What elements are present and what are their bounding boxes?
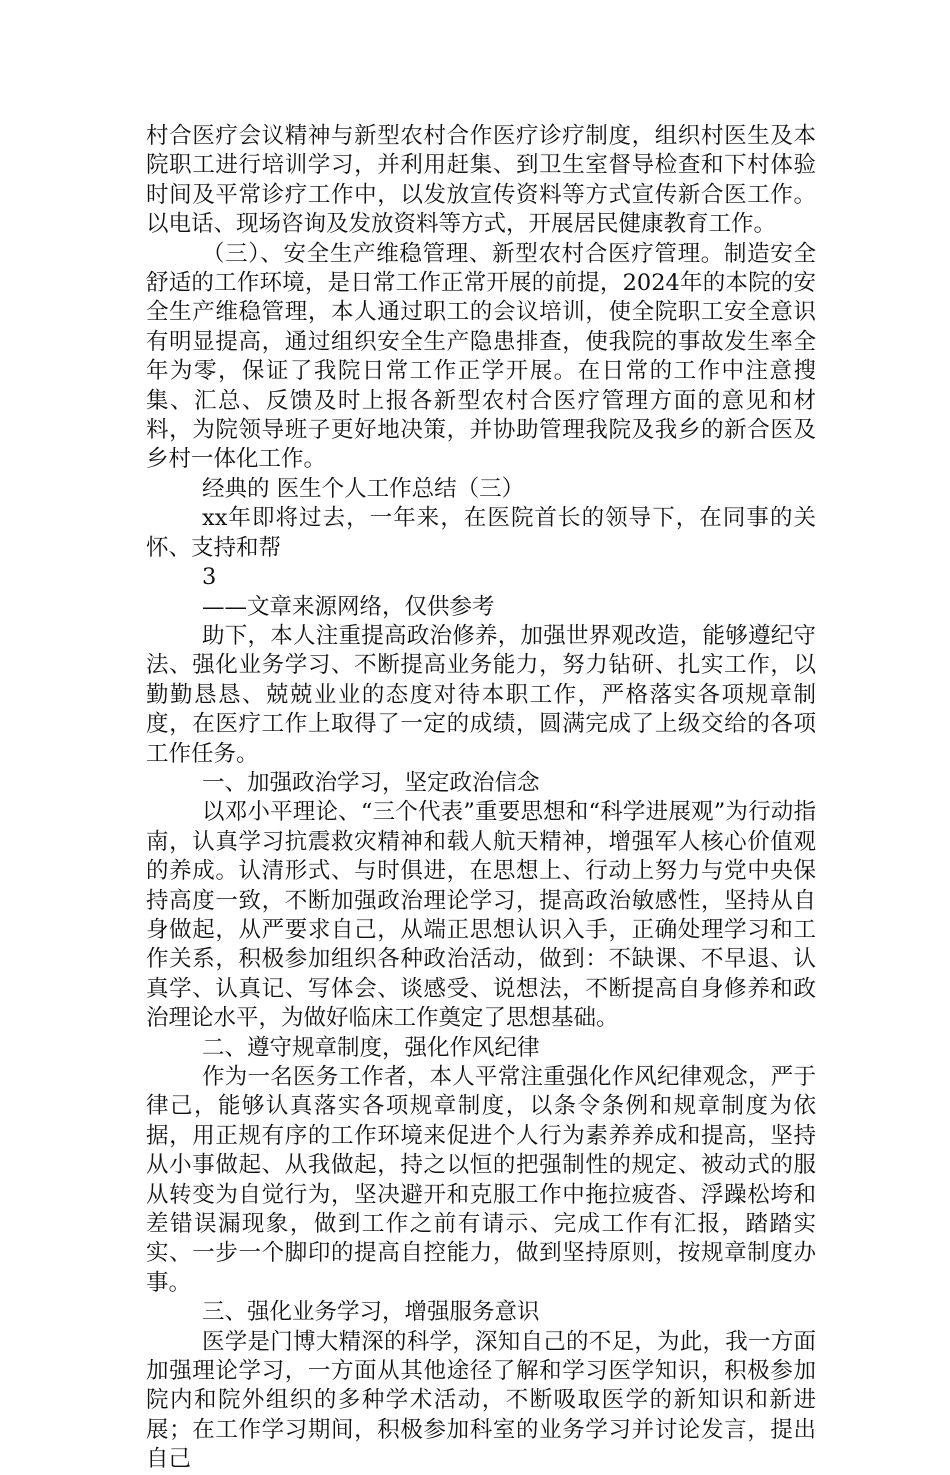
heading-business-study: 三、强化业务学习，增强服务意识 (202, 1299, 540, 1326)
heading-rules-discipline: 二、遵守规章制度，强化作风纪律 (202, 1034, 540, 1061)
paragraph-safety-management: （三）、安全生产维稳管理、新型农村合医疗管理。制造安全舒适的工作环境，是日常工作正常开展的前提，2024年的本院的安全生产维稳管理，本人通过职工的会议培训，使全院职工安全意识有明显提高，通过组织安全生产隐患排查，使我院的事故发生率全年为零，保证了我院日常工作正学开展。在日常的工作中注意搜集、汇总、反馈及时上报各新型农村合医疗管理方面的意见和材料，为院领导班子更好地决策，并协助管理我院及我乡的新合医及乡村一体化工作。 (146, 240, 816, 473)
paragraph-business-study: 医学是门博大精深的科学，深知自己的不足，为此，我一方面加强理论学习，一方面从其他途径了解和学习医学知识，积极参加院内和院外组织的多种学术活动，不断吸取医学的新知识和新进展；在工作学习期间，积极参加科室的业务学习并讨论发言，提出自己 (146, 1328, 816, 1473)
page-number: 3 (202, 564, 217, 591)
document-body (146, 122, 816, 1475)
paragraph-political-study: 以邓小平理论、“三个代表”重要思想和“科学进展观”为行动指南，认真学习抗震救灾精神和载人航天精神，增强军人核心价值观的养成。认清形式、与时俱进，在思想上、行动上努力与党中央保持高度一致，不断加强政治理论学习，提高政治敏感性，坚持从自身做起，从严要求自己，从端正思想认识入手，正确处理学习和工作关系，积极参加组织各种政治活动，做到：不缺课、不早退、认真学、认真记、写体会、谈感受、说想法，不断提高自身修养和政治理论水平，为做好临床工作奠定了思想基础。 (146, 799, 816, 1032)
source-note: ——文章来源网络，仅供参考 (202, 593, 495, 620)
heading-political-study: 一、加强政治学习，坚定政治信念 (202, 769, 540, 796)
section-title: 经典的 医生个人工作总结（三） (202, 475, 525, 502)
paragraph-continuation: 村合医疗会议精神与新型农村合作医疗诊疗制度，组织村医生及本院职工进行培训学习，并利用赶集、到卫生室督导检查和下村体验时间及平常诊疗工作中，以发放宣传资料等方式宣传新合医工作。以电话、现场咨询及发放资料等方式，开展居民健康教育工作。 (146, 123, 816, 238)
paragraph-intro: xx年即将过去，一年来，在医院首长的领导下，在同事的关怀、支持和帮 (146, 505, 816, 561)
paragraph-rules-discipline: 作为一名医务工作者，本人平常注重强化作风纪律观念，严于律己，能够认真落实各项规章制度，以条令条例和规章制度为依据，用正规有序的工作环境来促进个人行为素养养成和提高，坚持从小事做起、从我做起，持之以恒的把强制性的规定、被动式的服从转变为自觉行为，坚决避开和克服工作中拖拉疲沓、浮躁松垮和差错误漏现象，做到工作之前有请示、完成工作有汇报，踏踏实实、一步一个脚印的提高自控能力，做到坚持原则，按规章制度办事。 (146, 1064, 816, 1296)
paragraph-summary: 助下，本人注重提高政治修养，加强世界观改造，能够遵纪守法、强化业务学习、不断提高业务能力，努力钻研、扎实工作，以勤勤恳恳、兢兢业业的态度对待本职工作，严格落实各项规章制度，在医疗工作上取得了一定的成绩，圆满完成了上级交给的各项工作任务。 (146, 622, 816, 767)
